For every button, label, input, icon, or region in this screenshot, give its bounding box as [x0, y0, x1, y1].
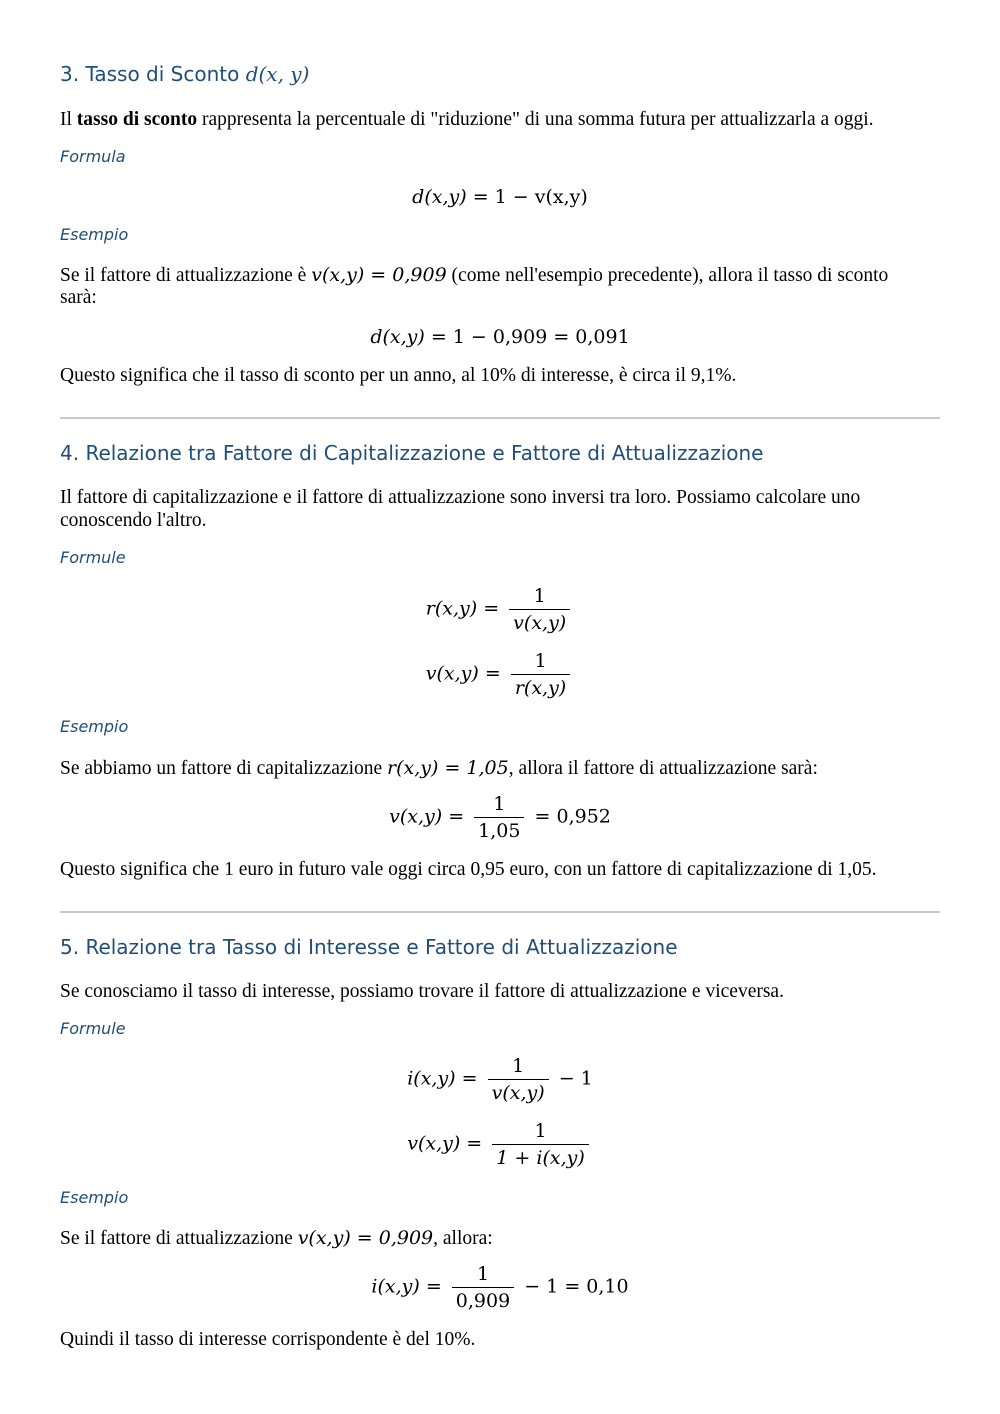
section-5-heading: 5. Relazione tra Tasso di Interesse e Fattore di Attualizzazione [60, 935, 678, 959]
example-text-b: (come nell'esempio precedente), allora il tasso di sconto [451, 265, 889, 286]
section-5-intro: Se conosciamo il tasso di interesse, possiamo trovare il fattore di attualizzazione e viceversa. [60, 981, 784, 1002]
section-divider [60, 417, 940, 419]
fraction-denominator: 1 + i(x,y) [492, 1144, 588, 1169]
fraction-numerator: 1 [476, 1263, 490, 1285]
fraction-numerator: 1 [534, 650, 547, 672]
fraction [509, 585, 570, 634]
section-3-heading [60, 62, 309, 86]
example-label: Esempio [60, 1188, 129, 1207]
formula-rhs: = 1 − v(x,y) [472, 186, 588, 208]
formula-lhs: v(x,y) = [425, 662, 501, 685]
formula-label: Formula [60, 147, 126, 166]
fraction-numerator: 1 [533, 585, 546, 607]
example-eq-lhs: d(x,y) [370, 326, 425, 348]
section-4-heading: 4. Relazione tra Fattore di Capitalizzazione e Fattore di Attualizzazione [60, 441, 764, 465]
example-eq-rhs: = 1 − 0,909 = 0,091 [430, 326, 630, 348]
formula-lhs: i(x,y) = [407, 1067, 478, 1090]
example-text-a: Se abbiamo un fattore di capitalizzazione [60, 758, 383, 779]
formula-rhs: − 1 [558, 1067, 593, 1090]
fraction-denominator: r(x,y) [511, 674, 570, 699]
section-4-intro-line-2: conoscendo l'altro. [60, 510, 207, 531]
example-text-b: , allora il fattore di attualizzazione sarà: [508, 758, 818, 779]
fraction-denominator: v(x,y) [488, 1079, 549, 1104]
fraction-denominator: 1,05 [474, 817, 524, 842]
example-text-a: Se il fattore di attualizzazione è [60, 265, 307, 286]
section-3-conclusion: Questo significa che il tasso di sconto per un anno, al 10% di interesse, è circa il 9,1%. [60, 365, 737, 386]
formula-lhs: r(x,y) = [425, 597, 500, 620]
fraction-denominator: 0,909 [452, 1287, 514, 1312]
formula-discount-factor [0, 650, 1000, 699]
example-text-b: , allora: [433, 1228, 493, 1249]
section-5-conclusion: Quindi il tasso di interesse corrispondente è del 10%. [60, 1329, 476, 1350]
formula-lhs: v(x,y) = [407, 1132, 483, 1155]
fraction [488, 1055, 549, 1104]
example-label: Esempio [60, 717, 129, 736]
formula-discount-factor [0, 1120, 1000, 1169]
section-3-heading-math: d(x, y) [245, 62, 310, 86]
fraction [492, 1120, 588, 1169]
formula-lhs: d(x,y) [412, 186, 467, 208]
formula-label: Formule [60, 1019, 126, 1038]
formula-label: Formule [60, 548, 126, 567]
example-math: r(x,y) = 1,05 [387, 757, 509, 779]
fraction-numerator: 1 [534, 1120, 547, 1142]
section-4-conclusion: Questo significa che 1 euro in futuro vale oggi circa 0,95 euro, con un fattore di capitalizzazione di 1,05. [60, 859, 877, 880]
example-text-line-2: sarà: [60, 287, 97, 308]
example-label: Esempio [60, 225, 129, 244]
section-4-intro-line-1: Il fattore di capitalizzazione e il fattore di attualizzazione sono inversi tra loro. Possiamo calcolare uno [60, 487, 861, 508]
example-equation [0, 1263, 1000, 1312]
fraction-numerator: 1 [493, 793, 506, 815]
fraction [474, 793, 524, 842]
example-eq-lhs: i(x,y) = [371, 1275, 442, 1298]
section-3-heading-text: 3. Tasso di Sconto [60, 62, 240, 86]
formula-interest-rate [0, 1055, 1000, 1104]
formula-discount-rate [0, 186, 1000, 208]
example-eq-rhs: − 1 = 0,10 [524, 1275, 629, 1298]
section-3-intro [60, 109, 874, 131]
example-eq-lhs: v(x,y) = [389, 805, 465, 828]
example-math: v(x,y) = 0,909 [311, 264, 447, 286]
intro-text-b: rappresenta la percentuale di "riduzione" di una somma futura per attualizzarla a oggi. [201, 109, 874, 130]
example-eq-rhs: = 0,952 [534, 805, 611, 828]
intro-bold-term: tasso di sconto [76, 109, 198, 130]
intro-text-a: Il [60, 109, 72, 130]
fraction-denominator: v(x,y) [509, 609, 570, 634]
section-divider [60, 911, 940, 913]
fraction [511, 650, 570, 699]
formula-capitalization-factor [0, 585, 1000, 634]
example-text-line-1 [60, 264, 888, 287]
example-text-a: Se il fattore di attualizzazione [60, 1228, 293, 1249]
fraction [452, 1263, 514, 1312]
example-math: v(x,y) = 0,909 [297, 1227, 434, 1249]
fraction-numerator: 1 [512, 1055, 525, 1077]
example-text [60, 1227, 493, 1250]
example-equation [0, 793, 1000, 842]
example-text [60, 757, 818, 780]
example-equation [0, 326, 1000, 348]
